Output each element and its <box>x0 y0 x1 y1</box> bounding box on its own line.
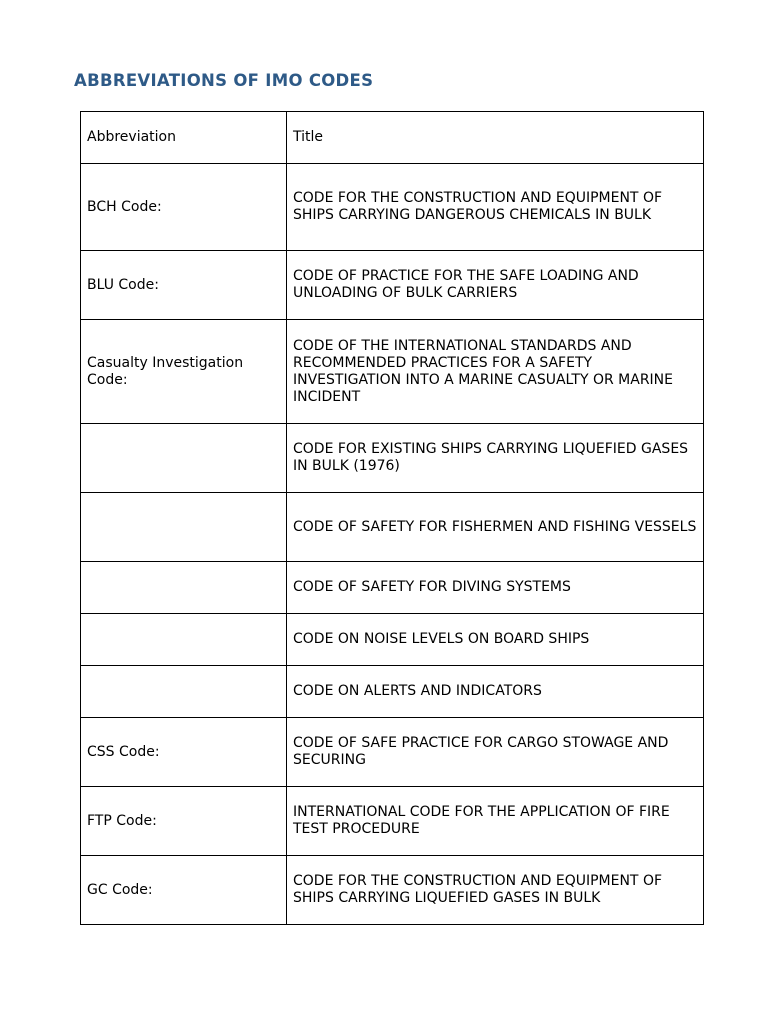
table-row <box>81 856 704 925</box>
title-cell: CODE OF PRACTICE FOR THE SAFE LOADING AND UNLOADING OF BULK CARRIERS <box>287 251 704 320</box>
title-cell: CODE FOR EXISTING SHIPS CARRYING LIQUEFIED GASES IN BULK (1976) <box>287 424 704 493</box>
page-title: ABBREVIATIONS OF IMO CODES <box>74 71 374 90</box>
abbreviation-cell: Casualty Investigation Code: <box>81 320 287 424</box>
title-cell: CODE ON NOISE LEVELS ON BOARD SHIPS <box>287 614 704 666</box>
abbreviation-cell <box>81 424 287 493</box>
title-cell: CODE OF THE INTERNATIONAL STANDARDS AND RECOMMENDED PRACTICES FOR A SAFETY INVESTIGATION INTO A MARINE CASUALTY OR MARINE INCIDENT <box>287 320 704 424</box>
table-row <box>81 251 704 320</box>
table-row <box>81 787 704 856</box>
title-cell: INTERNATIONAL CODE FOR THE APPLICATION OF FIRE TEST PROCEDURE <box>287 787 704 856</box>
abbreviation-cell <box>81 666 287 718</box>
title-cell: CODE FOR THE CONSTRUCTION AND EQUIPMENT OF SHIPS CARRYING LIQUEFIED GASES IN BULK <box>287 856 704 925</box>
table-row <box>81 424 704 493</box>
title-cell: CODE FOR THE CONSTRUCTION AND EQUIPMENT OF SHIPS CARRYING DANGEROUS CHEMICALS IN BULK <box>287 164 704 251</box>
table-row <box>81 164 704 251</box>
table-row <box>81 562 704 614</box>
abbreviation-cell <box>81 562 287 614</box>
title-cell: CODE ON ALERTS AND INDICATORS <box>287 666 704 718</box>
abbreviation-cell: BLU Code: <box>81 251 287 320</box>
imo-codes-table <box>80 111 704 925</box>
abbreviation-cell <box>81 493 287 562</box>
title-cell: CODE OF SAFE PRACTICE FOR CARGO STOWAGE AND SECURING <box>287 718 704 787</box>
table-row <box>81 718 704 787</box>
table-header-row <box>81 112 704 164</box>
title-cell: CODE OF SAFETY FOR FISHERMEN AND FISHING VESSELS <box>287 493 704 562</box>
abbreviation-cell: CSS Code: <box>81 718 287 787</box>
abbreviation-cell: GC Code: <box>81 856 287 925</box>
table-row <box>81 493 704 562</box>
abbreviation-cell: BCH Code: <box>81 164 287 251</box>
abbreviation-cell: FTP Code: <box>81 787 287 856</box>
table-row <box>81 614 704 666</box>
table-row <box>81 320 704 424</box>
abbreviation-cell <box>81 614 287 666</box>
header-abbreviation: Abbreviation <box>81 112 287 164</box>
title-cell: CODE OF SAFETY FOR DIVING SYSTEMS <box>287 562 704 614</box>
header-title: Title <box>287 112 704 164</box>
table-row <box>81 666 704 718</box>
